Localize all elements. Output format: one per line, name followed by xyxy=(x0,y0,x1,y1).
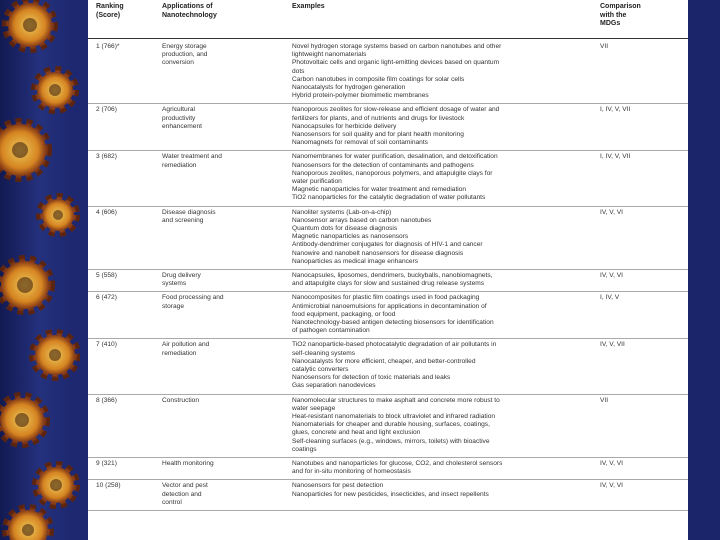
application-line: Construction xyxy=(162,396,200,404)
application-cell xyxy=(162,482,242,507)
example-line: Gas separation nanodevices xyxy=(292,382,376,390)
table-header xyxy=(88,0,688,39)
example-line: food equipment, packaging, or food xyxy=(292,310,396,318)
application-cell xyxy=(162,209,242,225)
example-line: Nanoparticles as medical image enhancers xyxy=(292,257,419,265)
gears-icon xyxy=(0,0,80,540)
table-document xyxy=(88,0,688,540)
example-line: Antibody-dendrimer conjugates for diagnosis of HIV-1 and cancer xyxy=(292,241,483,249)
example-line: Nanomembranes for water purification, desalination, and detoxification xyxy=(292,153,498,161)
example-line: Nanocomposites for plastic film coatings used in food packaging xyxy=(292,294,480,302)
examples-cell xyxy=(292,482,592,498)
example-line: Nanocapsules for herbicide delivery xyxy=(292,122,397,130)
application-line: Agricultural xyxy=(162,106,195,114)
example-line: Nanoporous zeolites for slow-release and efficient dosage of water and xyxy=(292,106,500,114)
header-applications: Applications of Nanotechnology xyxy=(162,3,217,19)
example-line: Magnetic nanoparticles for water treatment and remediation xyxy=(292,186,467,194)
table-row xyxy=(88,457,688,480)
examples-cell xyxy=(292,397,592,454)
example-line: self-cleaning systems xyxy=(292,349,356,357)
examples-cell xyxy=(292,460,592,476)
example-line: Novel hydrogen storage systems based on carbon nanotubes and other xyxy=(292,43,502,50)
application-line: enhancement xyxy=(162,122,202,130)
rank-cell: 7 (410) xyxy=(96,341,117,349)
mdgs-cell: I, IV, V xyxy=(600,294,620,302)
rank-cell: 5 (558) xyxy=(96,272,117,279)
example-line: Nanoparticles for new pesticides, insecticides, and insect repellents xyxy=(292,490,489,498)
examples-cell xyxy=(292,341,592,390)
example-line: Nanosensors for detection of toxic materials and leaks xyxy=(292,374,451,382)
example-line: Nanocatalysts for hydrogen generation xyxy=(292,84,406,92)
example-line: Quantum dots for disease diagnosis xyxy=(292,225,398,232)
mdgs-cell: VII xyxy=(600,43,609,50)
rank-cell: 3 (682) xyxy=(96,153,117,161)
table-row xyxy=(88,479,688,511)
example-line: lightweight nanomaterials xyxy=(292,51,367,59)
example-line: TiO2 nanoparticle-based photocatalytic degradation of air pollutants in xyxy=(292,341,497,349)
gear-decoration xyxy=(0,0,80,540)
examples-cell xyxy=(292,209,592,266)
application-cell xyxy=(162,153,242,169)
application-line: and screening xyxy=(162,216,204,224)
mdgs-cell: IV, V, VI xyxy=(600,208,623,216)
mdgs-cell: IV, V, VI xyxy=(600,482,623,490)
application-line: Health monitoring xyxy=(162,460,214,467)
example-line: Magnetic nanoparticles as nanosensors xyxy=(292,233,409,241)
examples-cell xyxy=(292,294,592,335)
example-line: Carbon nanotubes in composite film coatings for solar cells xyxy=(292,75,465,83)
application-cell xyxy=(162,294,242,310)
mdgs-cell: I, IV, V, VII xyxy=(600,106,631,114)
example-line: Nanosensors for pest detection xyxy=(292,482,384,490)
example-line: TiO2 nanoparticles for the catalytic degradation of water pollutants xyxy=(292,194,486,202)
application-line: production, and xyxy=(162,51,208,59)
application-line: remediation xyxy=(162,161,197,169)
application-line: Water treatment and xyxy=(162,153,222,161)
example-line: fertilizers for plants, and of nutrients and drugs for livestock xyxy=(292,114,465,122)
mdgs-cell: I, IV, V, VII xyxy=(600,153,631,161)
example-line: Nanotechnology-based antigen detecting biosensors for identification xyxy=(292,319,494,326)
table-row xyxy=(88,206,688,270)
application-line: Vector and pest xyxy=(162,482,208,490)
application-cell xyxy=(162,43,242,68)
examples-cell xyxy=(292,106,592,147)
rank-cell: 8 (366) xyxy=(96,396,117,404)
example-line: Nanosensors for soil quality and for plant health monitoring xyxy=(292,131,464,138)
application-line: control xyxy=(162,498,182,506)
header-examples: Examples xyxy=(292,3,325,10)
table-row xyxy=(88,338,688,394)
rank-cell: 9 (321) xyxy=(96,460,117,467)
example-line: Nanotubes and nanoparticles for glucose, CO2, and cholesterol sensors xyxy=(292,460,503,467)
application-line: Food processing and xyxy=(162,294,224,302)
application-line: productivity xyxy=(162,114,196,122)
header-comparison: Comparison with the MDGs xyxy=(600,3,641,27)
example-line: Nanomagnets for removal of soil contaminants xyxy=(292,139,428,147)
application-line: Drug delivery xyxy=(162,272,201,279)
rank-cell: 6 (472) xyxy=(96,294,117,302)
example-line: Nanoporous zeolites, nanoporous polymers, and attapulgite clays for xyxy=(292,169,493,177)
example-line: of pathogen contamination xyxy=(292,327,370,335)
application-cell xyxy=(162,106,242,131)
example-line: coatings xyxy=(292,445,317,453)
application-line: Air pollution and xyxy=(162,341,210,349)
application-line: Disease diagnosis xyxy=(162,208,216,216)
rank-cell: 4 (606) xyxy=(96,208,117,216)
table-row xyxy=(88,291,688,339)
example-line: water seepage xyxy=(292,404,336,412)
example-line: Photovoltaic cells and organic light-emitting devices based on quantum xyxy=(292,59,500,67)
application-cell xyxy=(162,397,242,405)
mdgs-cell: IV, V, VII xyxy=(600,341,625,349)
example-line: water purification xyxy=(292,178,342,185)
application-line: storage xyxy=(162,302,184,310)
application-cell xyxy=(162,272,242,288)
table-row xyxy=(88,394,688,458)
example-line: catalytic converters xyxy=(292,366,349,373)
example-line: Nanocapsules, liposomes, dendrimers, buckyballs, nanobiomagnets, xyxy=(292,272,493,279)
application-line: detection and xyxy=(162,490,202,498)
examples-cell xyxy=(292,43,592,100)
rank-cell: 10 (258) xyxy=(96,482,121,490)
header-ranking: Ranking (Score) xyxy=(96,3,124,19)
example-line: Heat-resistant nanomaterials to block ultraviolet and infrared radiation xyxy=(292,413,496,420)
table-row xyxy=(88,103,688,151)
example-line: Nanocatalysts for more efficient, cheaper, and better-controlled xyxy=(292,357,476,365)
application-cell xyxy=(162,341,242,357)
table-row xyxy=(88,269,688,292)
application-line: remediation xyxy=(162,349,197,357)
rank-cell: 2 (706) xyxy=(96,106,117,114)
mdgs-cell: IV, V, VI xyxy=(600,272,623,279)
table-row xyxy=(88,150,688,206)
rank-cell: 1 (766)* xyxy=(96,43,120,50)
examples-cell xyxy=(292,272,592,288)
example-line: Nanomaterials for cheaper and durable housing, surfaces, coatings, xyxy=(292,421,490,429)
mdgs-cell: VII xyxy=(600,396,609,404)
application-line: Energy storage xyxy=(162,43,207,50)
mdgs-cell: IV, V, VI xyxy=(600,460,623,467)
example-line: Nanosensor arrays based on carbon nanotubes xyxy=(292,216,432,224)
example-line: dots xyxy=(292,67,305,75)
application-line: conversion xyxy=(162,59,194,67)
application-line: systems xyxy=(162,280,187,288)
example-line: Nanomolecular structures to make asphalt and concrete more robust to xyxy=(292,396,500,404)
example-line: Hybrid protein-polymer biomimetic membranes xyxy=(292,92,429,100)
example-line: and attapulgite clays for slow and sustained drug release systems xyxy=(292,280,485,288)
application-cell xyxy=(162,460,242,468)
example-line: Self-cleaning surfaces (e.g., windows, mirrors, toilets) with bioactive xyxy=(292,437,490,445)
example-line: Nanoliter systems (Lab-on-a-chip) xyxy=(292,208,392,216)
example-line: Nanosensors for the detection of contaminants and pathogens xyxy=(292,161,474,169)
example-line: glues, concrete and heat and light exclusion xyxy=(292,429,421,437)
example-line: Antimicrobial nanoemulsions for applications in decontamination of xyxy=(292,302,487,310)
table-row xyxy=(88,40,688,104)
examples-cell xyxy=(292,153,592,202)
example-line: Nanowire and nanobelt nanosensors for disease diagnosis xyxy=(292,249,464,257)
example-line: and for in-situ monitoring of homeostasis xyxy=(292,468,411,476)
